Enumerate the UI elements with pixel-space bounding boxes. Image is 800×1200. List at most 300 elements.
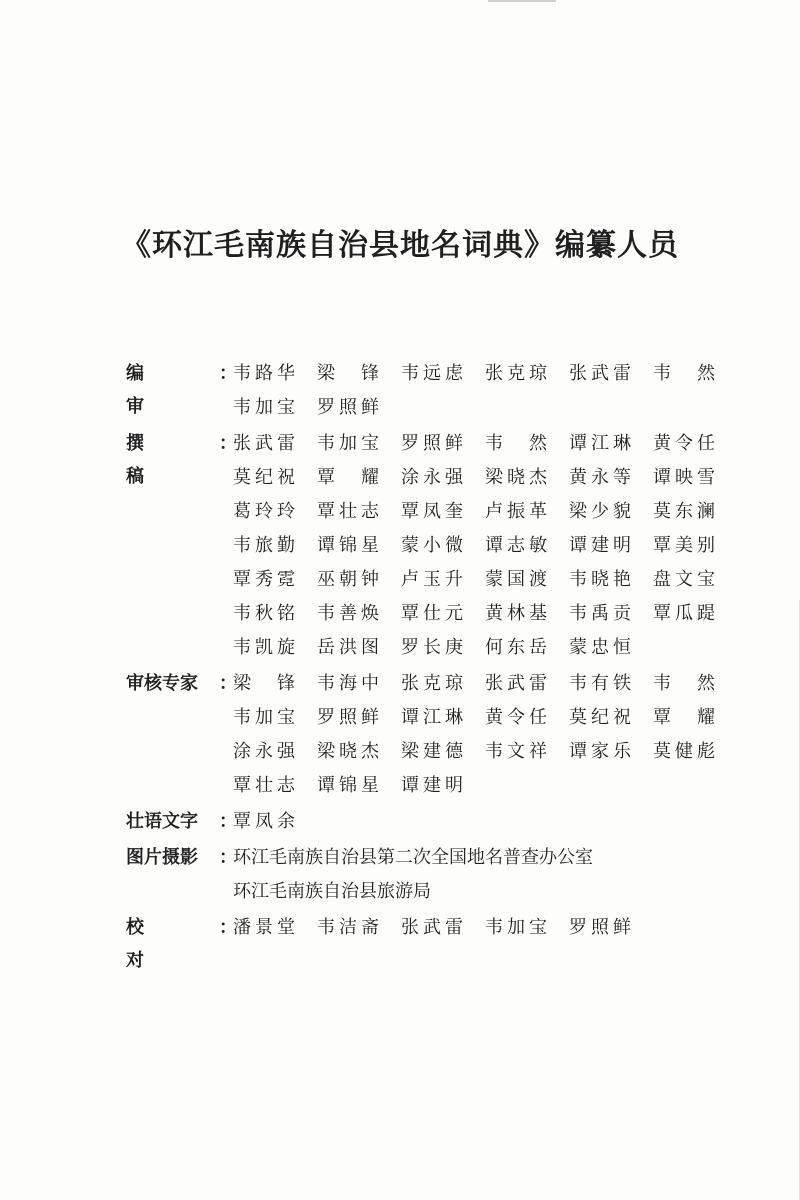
name-char: 黄 [485,603,503,624]
name-char: 韦 [653,363,671,384]
name-char: 有 [591,673,609,694]
name-char: 莫 [653,501,671,522]
section-label [126,427,237,487]
name-char: 韦 [317,603,335,624]
person-name [653,701,715,735]
name-char: 玲 [255,501,273,522]
person-name [653,357,715,391]
name-char: 覃 [401,603,419,624]
name-char: 覃 [317,467,335,488]
name-char: 鲜 [613,917,631,938]
name-char: 谭 [401,775,419,796]
name-char: 韦 [233,397,251,418]
name-char: 澜 [697,501,715,522]
name-char: 艳 [613,569,631,590]
name-char: 加 [507,917,525,938]
name-char: 葛 [233,501,251,522]
name-char: 旅 [255,535,273,556]
person-name [485,667,547,701]
name-char: 微 [445,535,463,556]
name-char: 岳 [317,637,335,658]
name-char: 铁 [613,673,631,694]
name-char: 杰 [529,467,547,488]
person-name [317,911,379,945]
name-char: 晓 [591,569,609,590]
name-char: 锦 [339,535,357,556]
person-name [233,529,295,563]
name-char: 别 [697,535,715,556]
name-char: 锋 [277,673,295,694]
name-char: 霓 [277,569,295,590]
name-char: 令 [675,433,693,454]
label-colon: ： [219,917,237,938]
name-char: 余 [277,811,295,832]
name-char: 武 [591,363,609,384]
name-char: 韦 [569,603,587,624]
name-char: 巫 [317,569,335,590]
name-char: 踶 [697,603,715,624]
person-name [653,461,715,495]
name-char: 蒙 [401,535,419,556]
organization-name: 环江毛南族自治县旅游局 [233,881,431,902]
name-char: 鲜 [361,397,379,418]
name-char: 梁 [401,741,419,762]
name-char: 何 [485,637,503,658]
person-name [569,563,631,597]
name-char: 涂 [233,741,251,762]
name-char: 文 [675,569,693,590]
person-name [233,911,295,945]
name-char: 韦 [233,637,251,658]
person-name [317,529,379,563]
name-char: 卢 [401,569,419,590]
person-name [401,701,463,735]
person-name [233,667,295,701]
name-char: 建 [591,535,609,556]
person-name [401,667,463,701]
person-name [485,495,547,529]
person-name [317,769,379,803]
name-char: 宝 [361,433,379,454]
person-name [317,357,379,391]
name-char: 国 [507,569,525,590]
person-name [569,667,631,701]
name-char: 奎 [445,501,463,522]
name-char: 小 [423,535,441,556]
name-char: 张 [233,433,251,454]
name-char: 东 [675,501,693,522]
name-char: 武 [423,917,441,938]
label-colon: ： [219,811,237,832]
name-char: 琳 [613,433,631,454]
name-char: 覃 [401,501,419,522]
person-name [653,563,715,597]
name-char: 建 [423,775,441,796]
name-char: 克 [423,673,441,694]
name-char: 强 [445,467,463,488]
person-name [401,631,463,665]
name-char: 韦 [317,917,335,938]
name-char: 覃 [317,501,335,522]
name-char: 黄 [485,707,503,728]
name-char: 禹 [591,603,609,624]
name-char: 纪 [255,467,273,488]
name-char: 韦 [233,707,251,728]
name-char: 武 [255,433,273,454]
name-char: 加 [339,433,357,454]
person-name [401,357,463,391]
name-char: 林 [507,603,525,624]
person-name [653,597,715,631]
name-char: 覃 [653,603,671,624]
person-name [485,631,547,665]
label-colon: ： [219,433,237,454]
name-char: 韦 [233,363,251,384]
name-char: 渡 [529,569,547,590]
person-name [485,735,547,769]
person-name [317,735,379,769]
name-char: 敏 [529,535,547,556]
credit-section [126,805,746,839]
name-grid [233,841,746,909]
person-name [485,911,547,945]
section-label-text: 撰稿 [126,433,188,487]
credit-section [126,841,746,909]
name-char: 罗 [401,433,419,454]
person-name [317,631,379,665]
name-char: 梁 [569,501,587,522]
name-char: 任 [529,707,547,728]
name-char: 然 [529,433,547,454]
person-name [569,631,631,665]
name-char: 蒙 [485,569,503,590]
name-char: 照 [423,433,441,454]
person-name [569,911,631,945]
name-grid [233,427,746,665]
section-label-text: 校对 [126,917,188,971]
name-char: 宝 [277,707,295,728]
person-name [569,597,631,631]
name-char: 图 [361,637,379,658]
person-name [233,735,295,769]
name-char: 焕 [361,603,379,624]
name-char: 韦 [653,673,671,694]
person-name [317,427,379,461]
section-label [126,667,237,700]
name-char: 星 [361,775,379,796]
name-char: 梁 [317,741,335,762]
name-char: 振 [507,501,525,522]
name-char: 照 [591,917,609,938]
name-char: 谭 [653,467,671,488]
name-char: 玲 [277,501,295,522]
name-char: 纪 [591,707,609,728]
name-char: 斋 [361,917,379,938]
name-char: 晓 [339,741,357,762]
name-char: 韦 [233,535,251,556]
section-label-text: 审核专家 [126,673,198,694]
name-char: 虑 [445,363,463,384]
person-name [653,529,715,563]
name-char: 张 [401,673,419,694]
person-name [233,597,295,631]
name-char: 韦 [569,569,587,590]
name-char: 琼 [445,673,463,694]
person-name [569,701,631,735]
person-name [569,357,631,391]
name-char: 恒 [613,637,631,658]
name-char: 杰 [361,741,379,762]
section-label-text: 壮语文字 [126,811,198,832]
name-char: 景 [255,917,273,938]
name-char: 凯 [255,637,273,658]
name-char: 星 [361,535,379,556]
person-name [401,461,463,495]
name-char: 志 [361,501,379,522]
name-char: 彪 [697,741,715,762]
name-char: 谭 [485,535,503,556]
page-title: 《环江毛南族自治县地名词典》编纂人员 [121,228,679,263]
name-char: 家 [591,741,609,762]
person-name [653,495,715,529]
person-name [233,427,295,461]
person-name [233,391,295,425]
name-char: 明 [613,535,631,556]
name-grid [233,357,746,425]
person-name [233,701,295,735]
name-char: 旋 [277,637,295,658]
section-label [126,841,237,874]
name-char: 明 [445,775,463,796]
name-char: 贡 [613,603,631,624]
credits-list [126,357,746,971]
name-char: 仕 [423,603,441,624]
name-char: 凤 [255,811,273,832]
name-char: 韦 [485,917,503,938]
name-char: 映 [675,467,693,488]
person-name [233,631,295,665]
name-char: 钟 [361,569,379,590]
name-char: 耀 [697,707,715,728]
name-char: 梁 [485,467,503,488]
name-char: 玉 [423,569,441,590]
name-char: 黄 [569,467,587,488]
name-char: 长 [423,637,441,658]
name-char: 罗 [569,917,587,938]
name-char: 元 [445,603,463,624]
name-char: 蒙 [569,637,587,658]
name-char: 照 [339,707,357,728]
name-char: 任 [697,433,715,454]
name-char: 洁 [339,917,357,938]
name-char: 谭 [401,707,419,728]
name-char: 克 [507,363,525,384]
name-char: 莫 [233,467,251,488]
name-char: 张 [401,917,419,938]
name-char: 志 [507,535,525,556]
credit-section [126,357,746,425]
name-char: 谭 [317,775,335,796]
name-char: 永 [255,741,273,762]
name-char: 谭 [569,535,587,556]
name-char: 凤 [423,501,441,522]
name-char: 琳 [445,707,463,728]
section-label [126,357,237,417]
section-label-text: 编审 [126,363,188,417]
name-char: 韦 [485,433,503,454]
name-char: 加 [255,707,273,728]
name-char: 覃 [233,775,251,796]
name-char: 谭 [569,433,587,454]
person-name [653,667,715,701]
person-name [401,735,463,769]
name-char: 梁 [233,673,251,694]
name-char: 祝 [277,467,295,488]
person-name [485,597,547,631]
name-char: 德 [445,741,463,762]
person-name [317,391,379,425]
person-name [485,529,547,563]
person-name [317,597,379,631]
person-name [317,461,379,495]
person-name [485,563,547,597]
person-name [233,357,295,391]
name-char: 琼 [529,363,547,384]
name-char: 韦 [569,673,587,694]
name-char: 然 [697,673,715,694]
name-char: 岳 [529,637,547,658]
name-char: 晓 [507,467,525,488]
name-char: 等 [613,467,631,488]
name-char: 朝 [339,569,357,590]
name-grid [233,667,746,803]
organization-name: 环江毛南族自治县第二次全国地名普查办公室 [233,847,593,868]
name-char: 祝 [613,707,631,728]
name-char: 雷 [277,433,295,454]
name-char: 锋 [361,363,379,384]
person-name [569,427,631,461]
name-char: 宝 [529,917,547,938]
name-char: 东 [507,637,525,658]
name-char: 忠 [591,637,609,658]
label-colon: ： [219,673,237,694]
person-name [569,529,631,563]
name-char: 秀 [255,569,273,590]
name-char: 张 [485,673,503,694]
name-char: 雷 [613,363,631,384]
credit-section [126,427,746,665]
name-char: 覃 [233,811,251,832]
name-char: 锦 [339,775,357,796]
person-name [233,805,295,839]
name-char: 加 [255,397,273,418]
section-label [126,805,237,838]
name-char: 雪 [697,467,715,488]
person-name [485,357,547,391]
name-char: 宝 [697,569,715,590]
person-name [317,563,379,597]
name-char: 武 [507,673,525,694]
name-char: 升 [445,569,463,590]
name-char: 覃 [653,535,671,556]
name-char: 壮 [255,775,273,796]
scan-edge-mark [488,0,556,2]
name-grid [233,911,746,945]
person-name [233,769,295,803]
name-char: 韦 [233,603,251,624]
person-name [401,597,463,631]
person-name [233,563,295,597]
section-label-text: 图片摄影 [126,847,198,868]
name-char: 莫 [653,741,671,762]
name-char: 令 [507,707,525,728]
name-char: 少 [591,501,609,522]
name-char: 张 [485,363,503,384]
person-name [569,495,631,529]
name-char: 庚 [445,637,463,658]
name-char: 洪 [339,637,357,658]
person-name [569,735,631,769]
person-name [317,701,379,735]
label-colon: ： [219,847,237,868]
person-name [569,461,631,495]
name-char: 瓜 [675,603,693,624]
person-name [401,529,463,563]
name-char: 鲜 [361,707,379,728]
name-char: 祥 [529,741,547,762]
person-name [401,427,463,461]
section-label [126,911,237,971]
name-char: 张 [569,363,587,384]
name-char: 宝 [277,397,295,418]
name-char: 韦 [317,673,335,694]
name-char: 革 [529,501,547,522]
credit-section [126,911,746,971]
name-char: 乐 [613,741,631,762]
person-name [653,427,715,461]
name-char: 卢 [485,501,503,522]
person-name [653,735,715,769]
name-char: 基 [529,603,547,624]
name-char: 然 [697,363,715,384]
name-char: 善 [339,603,357,624]
name-char: 韦 [401,363,419,384]
name-char: 永 [423,467,441,488]
person-name [317,667,379,701]
name-char: 江 [423,707,441,728]
name-char: 韦 [485,741,503,762]
name-char: 盘 [653,569,671,590]
name-char: 黄 [653,433,671,454]
name-char: 志 [277,775,295,796]
name-char: 远 [423,363,441,384]
name-char: 永 [591,467,609,488]
name-char: 强 [277,741,295,762]
name-char: 鲜 [445,433,463,454]
name-char: 勤 [277,535,295,556]
person-name [317,495,379,529]
name-char: 谭 [569,741,587,762]
name-char: 中 [361,673,379,694]
name-grid [233,805,746,839]
name-char: 谭 [317,535,335,556]
name-char: 罗 [317,707,335,728]
name-char: 韦 [317,433,335,454]
person-name [485,461,547,495]
name-char: 美 [675,535,693,556]
name-char: 潘 [233,917,251,938]
name-char: 貌 [613,501,631,522]
